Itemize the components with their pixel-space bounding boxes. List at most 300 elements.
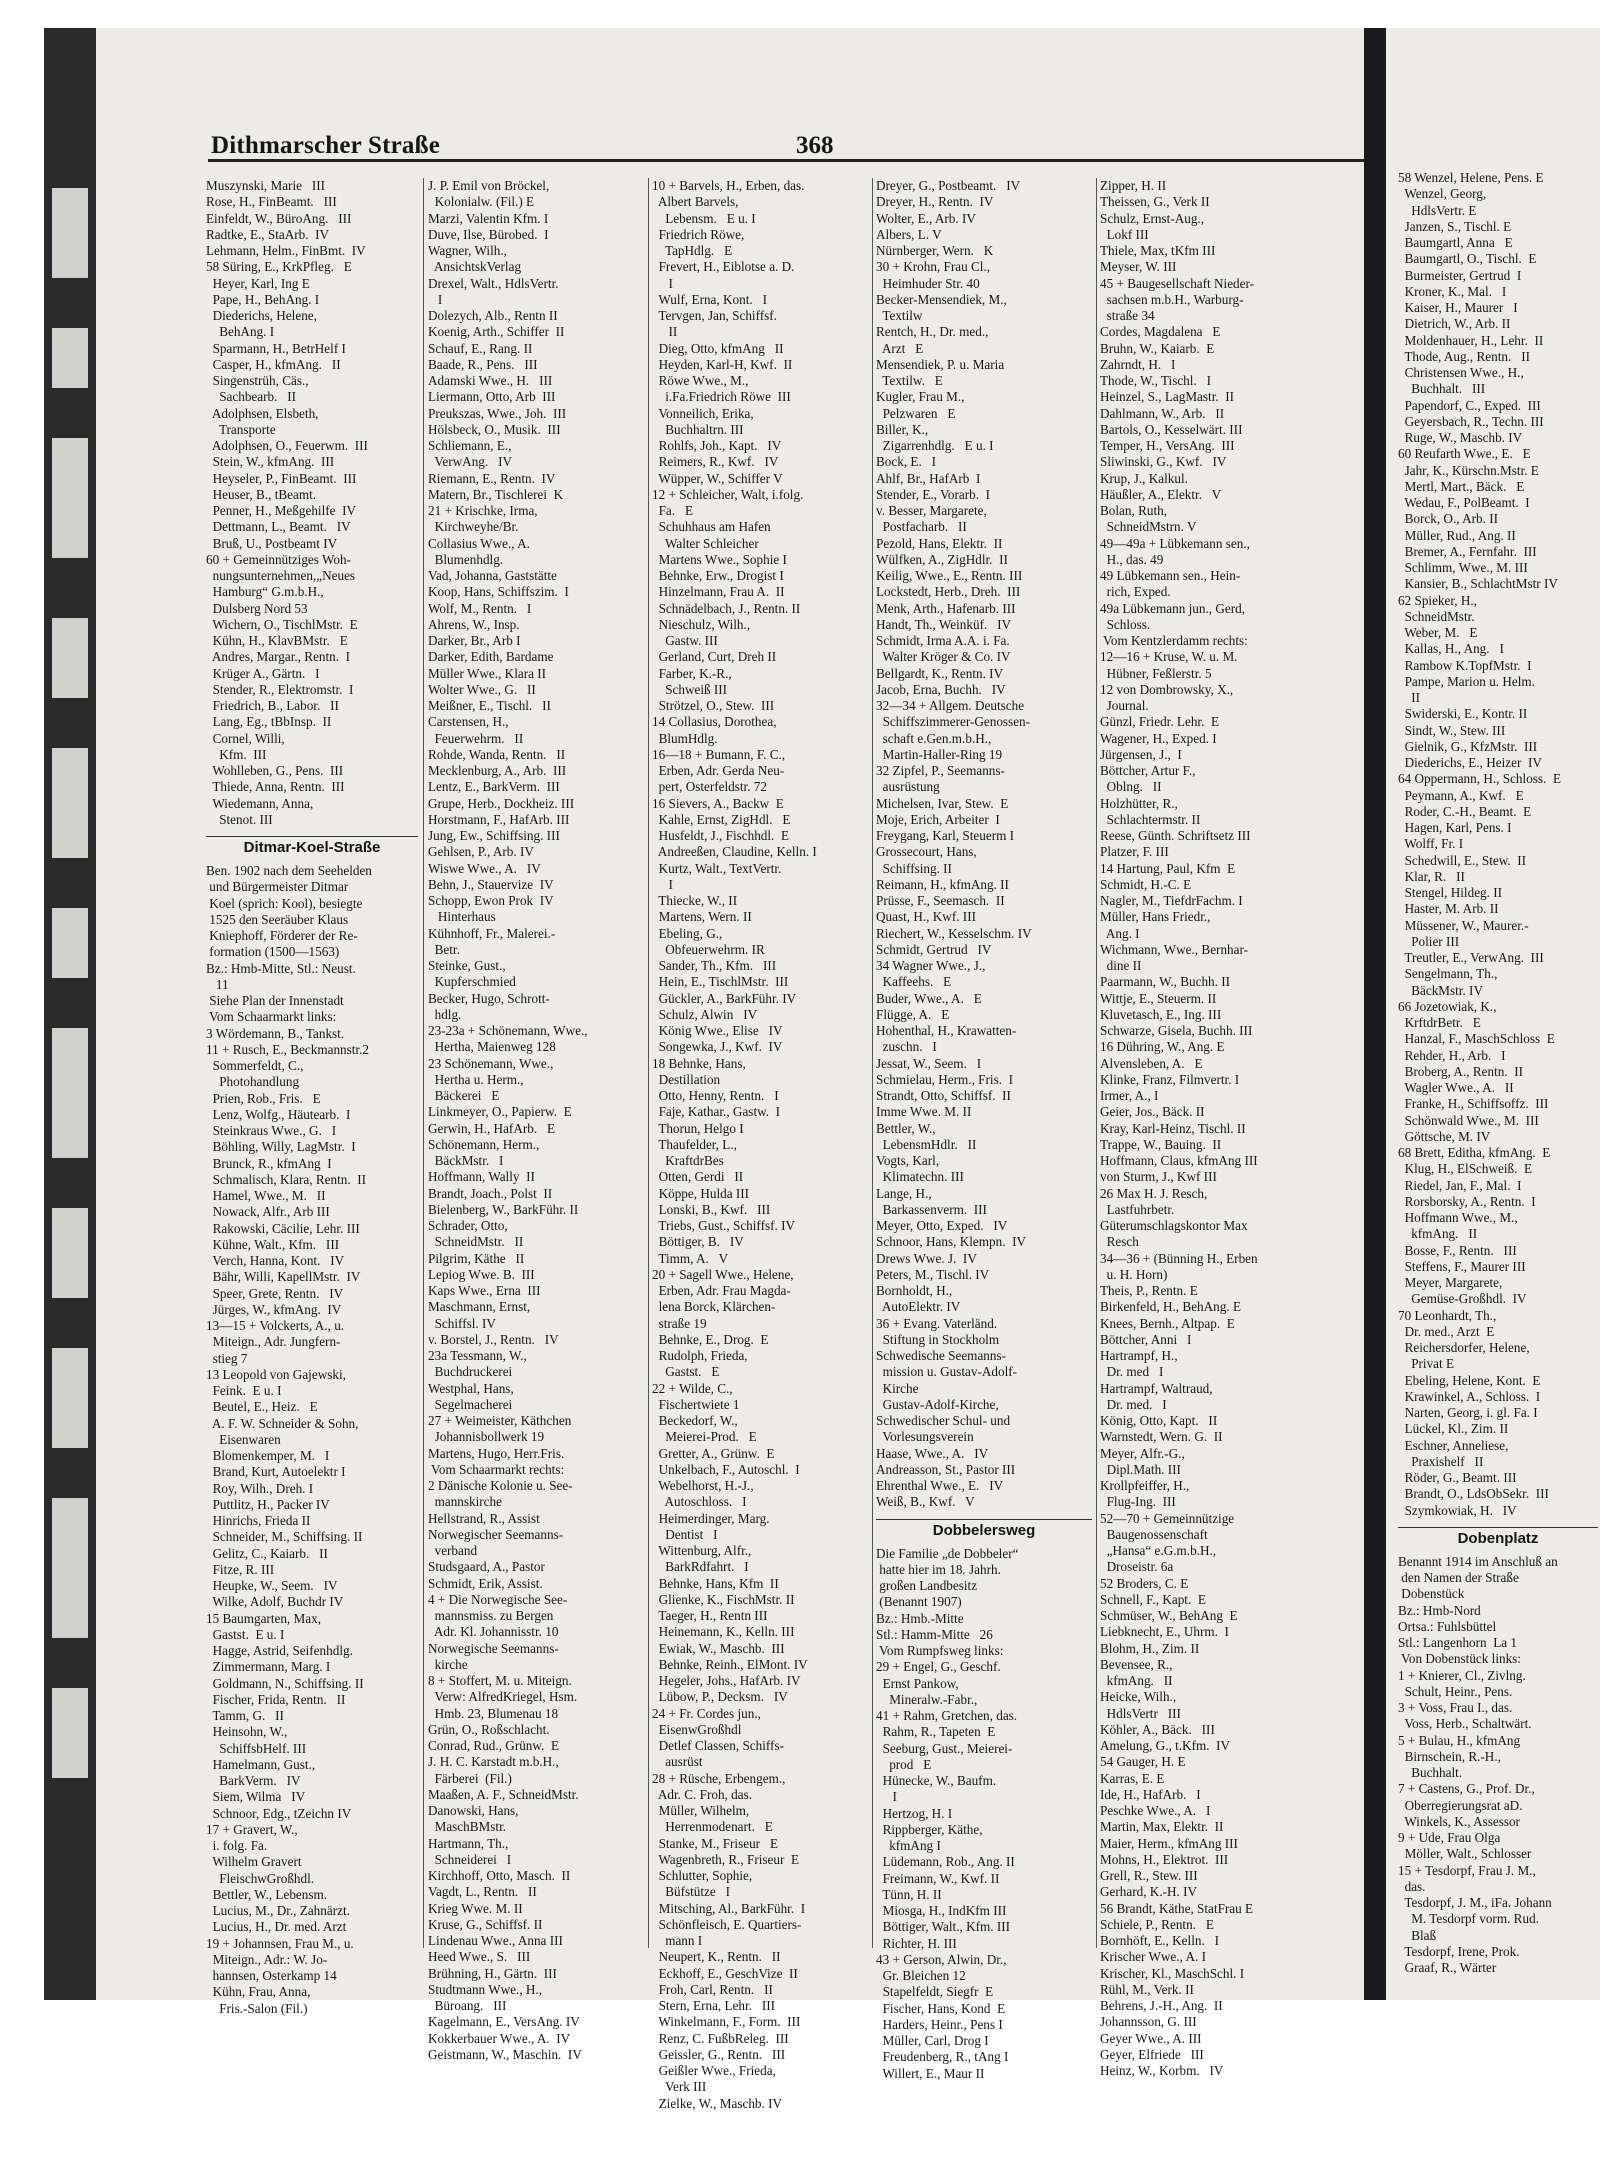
directory-entry-line: 12 von Dombrowsky, X., — [1100, 681, 1234, 697]
directory-entry-line: Albert Barvels, — [652, 194, 739, 210]
directory-entry-line: Temper, H., VersAng. III — [1100, 438, 1235, 453]
directory-entry-line: Rorsborsky, A., Rentn. I — [1398, 1193, 1536, 1209]
directory-entry-line: Heyer, Karl, Ing E — [206, 275, 310, 291]
directory-entry-line: Maaßen, A. F., SchneidMstr. — [428, 1786, 579, 1802]
directory-entry-line: Dreyer, G., Postbeamt. IV — [876, 178, 1021, 193]
directory-entry-line: Vogts, Karl, — [876, 1153, 940, 1168]
directory-entry-line: 49 Lübkemann sen., Hein- — [1100, 568, 1241, 583]
directory-entry-line: 70 Leonhardt, Th., — [1398, 1307, 1497, 1323]
directory-entry-line: Broberg, A., Rentn. II — [1398, 1063, 1524, 1079]
directory-entry-line: Flug-Ing. III — [1100, 1494, 1176, 1510]
directory-entry-line: Böttcher, Artur F., — [1100, 763, 1196, 778]
directory-entry-line: Ortsa.: Fuhlsbüttel — [1398, 1618, 1497, 1634]
book-gutter — [1364, 28, 1386, 2000]
directory-entry-line: Sliwinski, G., Kwf. IV — [1100, 454, 1227, 470]
directory-entry-line: Hinterhaus — [428, 909, 496, 925]
directory-entry-line: hatte hier im 18. Jahrh. — [876, 1561, 1001, 1577]
directory-entry-line: Moje, Erich, Arbeiter I — [876, 811, 1000, 827]
directory-entry-line: Schönfleisch, E. Quartiers- — [652, 1916, 802, 1932]
directory-entry-line: Wittje, E., Steuerm. II — [1100, 990, 1217, 1006]
directory-entry-line: Meyer, Alfr.-G., — [1100, 1445, 1185, 1461]
directory-entry-line: Muszynski, Marie III — [206, 178, 326, 193]
directory-entry-line: Zigarrenhdlg. E u. I — [876, 438, 994, 453]
directory-entry-line: Studsgaard, A., Pastor — [428, 1559, 545, 1575]
directory-entry-line: Husfeldt, J., Fischhdl. E — [652, 828, 790, 843]
directory-entry-line: Moldenhauer, H., Lehr. II — [1398, 332, 1544, 348]
column-divider — [872, 178, 873, 1948]
directory-entry-line: BehAng. I — [206, 324, 275, 340]
directory-entry-line: II — [1398, 690, 1420, 705]
directory-entry-line: Weber, M. E — [1398, 625, 1478, 640]
directory-entry-line: Müller, Rud., Ang. II — [1398, 527, 1516, 543]
directory-entry-line: Klar, R. II — [1398, 868, 1465, 884]
directory-entry-line: Vom Schaarmarkt rechts: — [428, 1461, 565, 1477]
directory-entry-line: Göttsche, M. IV — [1398, 1128, 1491, 1144]
previous-page-edge — [44, 148, 96, 1948]
directory-entry-line: Lehmann, Helm., FinBmt. IV — [206, 243, 366, 258]
directory-entry-line: Schmidt, Erik, Assist. — [428, 1575, 543, 1591]
directory-entry-line: Thiede, Anna, Rentn. III — [206, 779, 345, 795]
directory-entry-line: Cornel, Willi, — [206, 730, 285, 746]
directory-entry-line: Liebknecht, E., Uhrm. I — [1100, 1624, 1229, 1640]
directory-entry-line: Büroang. III — [428, 1998, 507, 2013]
directory-entry-line: Haster, M. Arb. II — [1398, 901, 1499, 917]
directory-entry-line: Dahlmann, W., Arb. II — [1100, 405, 1225, 421]
directory-entry-line: Behnke, Erw., Drogist I — [652, 568, 784, 583]
directory-entry-line: Singenstrüh, Cäs., — [206, 373, 309, 388]
directory-entry-line: 1 + Knierer, Cl., Zivlng. — [1398, 1667, 1526, 1683]
directory-entry-line: 27 + Weimeister, Käthchen — [428, 1413, 572, 1428]
directory-entry-line: Feink. E u. I — [206, 1383, 282, 1398]
directory-entry-line: Hamelmann, Gust., — [206, 1756, 316, 1772]
directory-entry-line: Koel (sprich: Kool), besiegte — [206, 895, 363, 911]
directory-entry-line: Lange, H., — [876, 1185, 932, 1201]
directory-entry-line: 1525 den Seeräuber Klaus — [206, 911, 349, 927]
directory-entry-line: Hübner, Feßlerstr. 5 — [1100, 665, 1212, 681]
directory-entry-line: I — [652, 275, 673, 291]
directory-entry-line: Thiecke, W., II — [652, 893, 738, 908]
directory-entry-line: Duve, Ilse, Bürobed. I — [428, 226, 549, 242]
directory-entry-line: HdlsVertr III — [1100, 1705, 1181, 1721]
directory-entry-line: SchneidMstr. II — [428, 1234, 524, 1250]
directory-entry-line: 62 Spieker, H., — [1398, 592, 1477, 608]
directory-entry-line: Färberei (Fil.) — [428, 1770, 512, 1786]
directory-entry-line: Arzt E — [876, 340, 924, 356]
directory-entry-line: Kagelmann, E., VersAng. IV — [428, 2014, 580, 2030]
directory-entry-line: Wagener, H., Exped. I — [1100, 730, 1217, 746]
directory-entry-line: Behnke, Hans, Kfm II — [652, 1575, 779, 1591]
directory-entry-line: Christensen Wwe., H., — [1398, 365, 1524, 380]
directory-entry-line: Weiß, B., Kwf. V — [876, 1494, 975, 1510]
directory-entry-line: Keilig, Wwe., E., Rentn. III — [876, 568, 1023, 583]
directory-entry-line: Fischer, Frida, Rentn. II — [206, 1691, 346, 1707]
directory-entry-line: Stern, Erna, Lehr. III — [652, 1998, 776, 2013]
directory-entry-line: kfmAng I — [876, 1838, 941, 1853]
directory-entry-line: Taeger, H., Rentn III — [652, 1608, 768, 1623]
directory-entry-line: Lonski, B., Kwf. III — [652, 1201, 771, 1217]
directory-entry-line: Mineralw.-Fabr., — [876, 1691, 978, 1707]
directory-entry-line: Burmeister, Gertrud I — [1398, 267, 1522, 283]
directory-entry-line: Herrenmodenart. E — [652, 1819, 773, 1835]
directory-entry-line: Dr. med., Arzt E — [1398, 1323, 1495, 1339]
directory-entry-line: Vad, Johanna, Gaststätte — [428, 568, 557, 583]
directory-entry-line: Beutel, E., Heiz. E — [206, 1399, 318, 1415]
directory-entry-line: Böhling, Willy, LagMstr. I — [206, 1139, 356, 1155]
directory-entry-line: Andreeßen, Claudine, Kelln. I — [652, 844, 817, 860]
directory-entry-line: Drexel, Walt., HdlsVertr. — [428, 275, 559, 291]
directory-entry-line: Willert, E., Maur II — [876, 2065, 985, 2081]
directory-entry-line: Timm, A. V — [652, 1250, 728, 1266]
directory-entry-line: Wagner, Wilh., — [428, 243, 507, 258]
directory-entry-line: Reimann, H., kfmAng. II — [876, 876, 1009, 892]
directory-entry-line: 32—34 + Allgem. Deutsche — [876, 698, 1025, 713]
directory-entry-line: Fitze, R. III — [206, 1561, 275, 1577]
directory-entry-line: Alvensleben, A. E — [1100, 1055, 1203, 1071]
directory-entry-line: Freimann, W., Kwf. II — [876, 1870, 1000, 1886]
directory-entry-line: Böttiger, Walt., Kfm. III — [876, 1919, 1011, 1935]
directory-entry-line: Dulsberg Nord 53 — [206, 600, 308, 616]
directory-entry-line: Krollpfeiffer, H., — [1100, 1478, 1190, 1493]
directory-entry-line: Bettler, W., Lebensm. — [206, 1886, 328, 1902]
directory-entry-line: 20 + Sagell Wwe., Helene, — [652, 1266, 794, 1282]
directory-entry-line: Martens, Wern. II — [652, 909, 752, 925]
directory-entry-line: Kühnhoff, Fr., Malerei.- — [428, 925, 556, 941]
directory-entry-line: Baumgartl, Anna E — [1398, 235, 1513, 250]
directory-entry-line: Ahrens, W., Insp. — [428, 616, 520, 632]
directory-entry-line: Graaf, R., Wärter — [1398, 1960, 1497, 1975]
directory-entry-line: Schönemann, Herm., — [428, 1136, 540, 1152]
directory-entry-line: Sander, Th., Kfm. III — [652, 958, 777, 973]
directory-entry-line: Autoschloss. I — [652, 1494, 747, 1510]
directory-entry-line: Kaiser, H., Maurer I — [1398, 300, 1518, 315]
directory-entry-line: EisenwGroßhdl — [652, 1721, 742, 1737]
directory-entry-line: Ernst Pankow, — [876, 1675, 959, 1691]
directory-entry-line: Sommerfeldt, C., — [206, 1058, 304, 1073]
directory-entry-line: 2 Dänische Kolonie u. See- — [428, 1478, 573, 1493]
directory-entry-line: 15 + Tesdorpf, Frau J. M., — [1398, 1862, 1536, 1878]
directory-entry-line: Buchhalt. — [1398, 1765, 1463, 1780]
directory-entry-line: Becker, Hugo, Schrott- — [428, 990, 550, 1006]
directory-entry-line: i.Fa.Friedrich Röwe III — [652, 389, 791, 405]
directory-entry-line: Amelung, G., t.Kfm. IV — [1100, 1738, 1231, 1753]
directory-entry-line: Kallas, H., Ang. I — [1398, 641, 1504, 657]
directory-entry-line: Blomenkemper, M. I — [206, 1448, 330, 1463]
directory-entry-line: Riechert, W., Kesselschm. IV — [876, 925, 1032, 941]
directory-entry-line: Zahrndt, H. I — [1100, 356, 1176, 372]
directory-entry-line: den Namen der Straße — [1398, 1570, 1519, 1585]
directory-entry-line: Friedrich Röwe, — [652, 226, 745, 242]
directory-entry-line: Birkenfeld, H., BehAng. E — [1100, 1299, 1242, 1315]
directory-entry-line: Brunck, R., kfmAng I — [206, 1155, 332, 1171]
directory-entry-line: Barkassenverm. III — [876, 1201, 987, 1217]
directory-entry-line: Kühn, H., KlavBMstr. E — [206, 633, 348, 648]
directory-entry-line: Winkelmann, F., Form. III — [652, 2014, 801, 2030]
directory-entry-line: Köhler, A., Bäck. III — [1100, 1721, 1215, 1737]
directory-entry-line: 8 + Stoffert, M. u. Miteign. — [428, 1673, 572, 1688]
directory-entry-line: Cordes, Magdalena E — [1100, 324, 1221, 340]
directory-entry-line: Prien, Rob., Fris. E — [206, 1090, 321, 1106]
directory-entry-line: Lucius, M., Dr., Zahnärzt. — [206, 1903, 350, 1918]
directory-entry-line: Freudenberg, R., tAng I — [876, 2049, 1009, 2065]
directory-entry-line: Speer, Grete, Rentn. IV — [206, 1285, 344, 1301]
directory-entry-line: Böttiger, B. IV — [652, 1234, 744, 1250]
directory-entry-line: Strandt, Otto, Schiffsf. II — [876, 1088, 1011, 1103]
directory-entry-line: Brandt, Joach., Polst II — [428, 1185, 553, 1201]
directory-entry-line: Wiswe Wwe., A. IV — [428, 860, 541, 876]
directory-entry-line: Danowski, Hans, — [428, 1803, 519, 1818]
directory-entry-line: Büfstütze I — [652, 1884, 731, 1900]
directory-entry-line: Liermann, Otto, Arb III — [428, 389, 556, 405]
directory-entry-line: Lübow, P., Decksm. IV — [652, 1689, 788, 1705]
directory-entry-line: kirche — [428, 1656, 468, 1672]
directory-entry-line: Siem, Wilma IV — [206, 1789, 306, 1805]
directory-entry-line: Meyer, Margarete, — [1398, 1275, 1503, 1290]
directory-entry-line: Lentz, E., BarkVerm. III — [428, 779, 560, 795]
directory-entry-line: Martin, Max, Elektr. II — [1100, 1819, 1224, 1835]
directory-entry-line: Stengel, Hildeg. II — [1398, 885, 1503, 900]
directory-entry-line: 7 + Castens, G., Prof. Dr., — [1398, 1781, 1535, 1797]
directory-entry-line: II — [652, 324, 678, 340]
directory-entry-line: 11 — [206, 976, 229, 992]
street-section-heading: Dobbelersweg — [876, 1519, 1092, 1542]
directory-entry-line: Rose, H., FinBeamt. III — [206, 194, 337, 210]
directory-entry-line: Tesdorpf, J. M., iFa. Johann — [1398, 1895, 1552, 1910]
directory-entry-line: Roy, Wilh., Dreh. I — [206, 1480, 314, 1496]
directory-entry-line: Nieschulz, Wilh., — [652, 616, 751, 632]
directory-entry-line: 9 + Ude, Frau Olga — [1398, 1830, 1501, 1845]
directory-entry-line: Narten, Georg, i. gl. Fa. I — [1398, 1405, 1538, 1420]
directory-entry-line: Geissler, G., Rentn. III — [652, 2046, 786, 2062]
directory-entry-line: Koenig, Arth., Schiffer II — [428, 324, 565, 340]
directory-entry-line: Möller, Walt., Schlosser — [1398, 1846, 1532, 1862]
directory-entry-line: Renz, C. FußbReleg. III — [652, 2030, 789, 2046]
directory-entry-line: Geißler Wwe., Frieda, — [652, 2063, 776, 2078]
directory-entry-line: Schnoor, Edg., tZeichn IV — [206, 1805, 352, 1821]
directory-entry-line: 16 Dühring, W., Ang. E — [1100, 1039, 1225, 1055]
directory-entry-line: Schulz, Alwin IV — [652, 1006, 758, 1022]
directory-entry-line: Bähr, Willi, KapellMstr. IV — [206, 1269, 361, 1285]
directory-entry-line: Verch, Hanna, Kont. IV — [206, 1253, 345, 1268]
directory-entry-line: Mohns, H., Elektrot. III — [1100, 1851, 1229, 1867]
directory-entry-line: 11 + Rusch, E., Beckmannstr.2 — [206, 1041, 369, 1057]
directory-entry-line: Richter, H. III — [876, 1935, 957, 1951]
directory-entry-line: 28 + Rüsche, Erbengem., — [652, 1770, 786, 1786]
directory-entry-line: kfmAng. II — [1100, 1673, 1173, 1688]
directory-entry-line: Karras, E. E — [1100, 1770, 1165, 1786]
directory-entry-line: 29 + Engel, G., Geschf. — [876, 1659, 1001, 1675]
directory-entry-line: 18 Behnke, Hans, — [652, 1055, 746, 1071]
directory-entry-line: Gelitz, C., Kaiarb. II — [206, 1545, 328, 1561]
directory-entry-line: Dreyer, H., Rentn. IV — [876, 194, 994, 210]
directory-entry-line: Goldmann, N., Schiffsing. II — [206, 1675, 364, 1691]
directory-entry-line: Mensendiek, P. u. Maria — [876, 356, 1005, 372]
directory-entry-line: mannskirche — [428, 1494, 502, 1510]
directory-entry-line: Darker, Br., Arb I — [428, 633, 521, 648]
directory-entry-line: 43 + Gerson, Alwin, Dr., — [876, 1951, 1007, 1967]
directory-entry-line: Geyer Wwe., A. III — [1100, 2030, 1202, 2046]
directory-entry-line: Tesdorpf, Irene, Prok. — [1398, 1943, 1520, 1959]
directory-entry-line: „Hansa“ e.G.m.b.H., — [1100, 1543, 1217, 1558]
directory-entry-line: Norwegische Seemanns- — [428, 1640, 559, 1656]
directory-entry-line: Kansier, B., SchlachtMstr IV — [1398, 576, 1558, 592]
directory-entry-line: Biller, K., — [876, 421, 929, 437]
directory-entry-line: VerwAng. IV — [428, 454, 512, 470]
directory-entry-line: Behnke, E., Drog. E — [652, 1331, 769, 1347]
directory-entry-line: Krüger A., Gärtn. I — [206, 665, 320, 681]
directory-entry-line: M. Tesdorpf vorm. Rud. — [1398, 1911, 1539, 1927]
directory-entry-line: Bosse, F., Rentn. III — [1398, 1242, 1517, 1258]
directory-entry-line: mannsmiss. zu Bergen — [428, 1608, 554, 1623]
scan-area — [44, 28, 1600, 2111]
directory-entry-line: Klinke, Franz, Filmvertr. I — [1100, 1071, 1240, 1087]
facing-page-column — [1398, 170, 1598, 1976]
directory-entry-line: I — [428, 291, 443, 307]
directory-entry-line: Darker, Edith, Bardame — [428, 649, 554, 665]
directory-entry-line: Rohde, Wanda, Rentn. II — [428, 746, 566, 762]
directory-entry-line: Krup, J., Kalkul. — [1100, 470, 1188, 486]
directory-entry-line: Stein, W., kfmAng. III — [206, 454, 335, 470]
directory-entry-line: Schuhhaus am Hafen — [652, 519, 771, 535]
directory-entry-line: Vagdt, L., Rentn. II — [428, 1884, 537, 1900]
directory-entry-line: Schmüser, W., BehAng E — [1100, 1608, 1238, 1623]
directory-entry-line: Blohm, H., Zim. II — [1100, 1640, 1200, 1656]
directory-entry-line: Heyden, Karl-H, Kwf. II — [652, 356, 793, 372]
directory-entry-line: Bäckerei E — [428, 1088, 500, 1103]
directory-entry-line: Linkmeyer, O., Papierw. E — [428, 1104, 572, 1120]
directory-entry-line: 56 Brandt, Käthe, StatFrau E — [1100, 1900, 1254, 1916]
directory-entry-line: Bornhöft, E., Kelln. I — [1100, 1933, 1220, 1948]
directory-entry-line: Wüpper, W., Schiffer V — [652, 470, 783, 486]
directory-entry-line: Kirchhoff, Otto, Masch. II — [428, 1868, 571, 1883]
directory-entry-line: Müller, Carl, Drog I — [876, 2033, 989, 2048]
directory-entry-line: Schwedische Seemanns- — [876, 1348, 1007, 1363]
directory-entry-line: Polier III — [1398, 933, 1460, 949]
directory-entry-line: Kluvetasch, E., Ing. III — [1100, 1006, 1222, 1022]
directory-entry-line: Schiffsing. II — [876, 860, 952, 876]
header-rule — [208, 159, 1364, 162]
directory-entry-line: Thiele, Max, tKfm III — [1100, 243, 1216, 258]
directory-entry-line: 32 Zipfel, P., Seemanns- — [876, 763, 1005, 778]
directory-entry-line: Puttlitz, H., Packer IV — [206, 1496, 330, 1512]
directory-entry-line: Matern, Br., Tischlerei K — [428, 486, 564, 502]
directory-entry-line: Theissen, G., Verk II — [1100, 194, 1210, 210]
directory-entry-line: Transporte — [206, 421, 276, 437]
directory-entry-line: Kirche — [876, 1380, 919, 1396]
directory-entry-line: Peymann, A., Kwf. E — [1398, 787, 1524, 803]
directory-entry-line: Reese, Günth. Schriftsetz III — [1100, 828, 1251, 843]
directory-entry-line: Behn, J., Stauervize IV — [428, 876, 554, 892]
directory-entry-line: Gielnik, G., KfzMstr. III — [1398, 738, 1538, 754]
directory-entry-line: Erben, Adr. Gerda Neu- — [652, 763, 785, 778]
directory-entry-line: Knees, Bernh., Altpap. E — [1100, 1315, 1235, 1331]
directory-entry-line: Heupke, W., Seem. IV — [206, 1578, 338, 1593]
directory-entry-line: Collasius Wwe., A. — [428, 535, 530, 551]
directory-entry-line: Wittenburg, Alfr., — [652, 1543, 752, 1558]
directory-entry-line: Heinsohn, W., — [206, 1724, 288, 1740]
directory-entry-line: 60 + Gemeinnütziges Woh- — [206, 551, 351, 567]
directory-entry-line: Schnoor, Hans, Klempn. IV — [876, 1234, 1027, 1250]
directory-entry-line: Schlimm, Wwe., M. III — [1398, 560, 1528, 575]
directory-entry-line: Meierei-Prod. E — [652, 1429, 757, 1445]
directory-entry-line: Voss, Herb., Schaltwärt. — [1398, 1716, 1532, 1732]
directory-entry-line: Dentist I — [652, 1526, 718, 1542]
directory-entry-line: Wulf, Erna, Kont. I — [652, 291, 767, 307]
directory-entry-line: Photohandlung — [206, 1074, 300, 1090]
directory-entry-line: Haase, Wwe., A. IV — [876, 1445, 989, 1461]
directory-entry-line: Adr. C. Froh, das. — [652, 1786, 753, 1802]
directory-entry-line: Faje, Kathar., Gastw. I — [652, 1104, 781, 1120]
directory-entry-line: Schiffsl. IV — [428, 1315, 496, 1331]
directory-entry-line: Baade, R., Pens. III — [428, 356, 538, 372]
directory-entry-line: u. H. Horn) — [1100, 1266, 1168, 1282]
directory-entry-line: Hellstrand, R., Assist — [428, 1510, 540, 1526]
directory-entry-line: Wolter Wwe., G. II — [428, 681, 536, 697]
directory-entry-line: I — [876, 1789, 897, 1805]
directory-entry-line: straße 34 — [1100, 308, 1155, 323]
directory-entry-line: Gr. Bleichen 12 — [876, 1968, 966, 1983]
directory-entry-line: Hmb. 23, Blumenau 18 — [428, 1705, 559, 1721]
directory-entry-line: Geier, Jos., Bäck. II — [1100, 1104, 1205, 1120]
directory-page — [96, 28, 1364, 2111]
directory-entry-line: BarkVerm. IV — [206, 1773, 301, 1788]
directory-entry-line: Hünecke, W., Baufm. — [876, 1773, 997, 1788]
directory-entry-line: Wülfken, A., ZigHdlr. II — [876, 551, 1008, 567]
directory-entry-line: Hein, E., TischlMstr. III — [652, 974, 789, 990]
directory-entry-line: Bruß, U., Postbeamt IV — [206, 535, 338, 551]
directory-entry-line: Feuerwehrm. II — [428, 730, 524, 746]
directory-entry-line: Heicke, Wilh., — [1100, 1689, 1177, 1705]
directory-entry-line: Flügge, A. E — [876, 1006, 950, 1022]
directory-entry-line: Hohenthal, H., Krawatten- — [876, 1023, 1017, 1038]
directory-entry-line: Grell, R., Stew. III — [1100, 1868, 1198, 1883]
directory-entry-line: 12 + Schleicher, Walt, i.folg. — [652, 486, 804, 502]
directory-entry-line: ausrüstung — [876, 779, 940, 795]
directory-entry-line: Marzi, Valentin Kfm. I — [428, 210, 549, 226]
directory-entry-line: Bellgardt, K., Rentn. IV — [876, 665, 1004, 681]
directory-entry-line: Norwegischer Seemanns- — [428, 1526, 564, 1542]
directory-entry-line: Prüsse, F., Seemasch. II — [876, 893, 1005, 908]
directory-entry-line: Peters, M., Tischl. IV — [876, 1266, 990, 1282]
directory-entry-line: Röder, G., Beamt. III — [1398, 1470, 1517, 1485]
directory-entry-line: Stl.: Hamm-Mitte 26 — [876, 1626, 993, 1642]
directory-entry-line: Ebeling, Helene, Kont. E — [1398, 1372, 1541, 1388]
directory-entry-line: Andreasson, St., Pastor III — [876, 1461, 1016, 1477]
directory-entry-line: Roder, C.-H., Beamt. E — [1398, 803, 1532, 819]
directory-entry-line: Unkelbach, F., Autoschl. I — [652, 1461, 800, 1477]
directory-entry-line: 24 + Fr. Cordes jun., — [652, 1705, 761, 1721]
directory-entry-line: Ahlf, Br., HafArb I — [876, 470, 981, 486]
directory-entry-line: Jahr, K., Kürschn.Mstr. E — [1398, 462, 1539, 478]
directory-entry-line: Detlef Classen, Schiffs- — [652, 1738, 784, 1753]
directory-entry-line: 14 Collasius, Dorothea, — [652, 714, 777, 730]
column-1 — [206, 178, 418, 2017]
directory-entry-line: 19 + Johannsen, Frau M., u. — [206, 1935, 354, 1951]
directory-entry-line: Preukszas, Wwe., Joh. III — [428, 405, 567, 421]
directory-entry-line: 34 Wagner Wwe., J., — [876, 958, 986, 973]
directory-entry-line: Peschke Wwe., A. I — [1100, 1803, 1211, 1818]
directory-entry-line: Siehe Plan der Innenstadt — [206, 993, 344, 1008]
directory-entry-line: HdlsVertr. E — [1398, 202, 1477, 218]
directory-entry-line: Irmer, A., I — [1100, 1088, 1159, 1103]
directory-entry-line: Meyer, Otto, Exped. IV — [876, 1218, 1008, 1233]
directory-entry-line: König, Otto, Kapt. II — [1100, 1413, 1218, 1428]
directory-entry-line: Gerhard, K.-H. IV — [1100, 1884, 1198, 1900]
directory-entry-line: Hartrampf, H., — [1100, 1348, 1178, 1363]
directory-entry-line: Mitsching, Al., BarkFühr. I — [652, 1900, 806, 1916]
directory-entry-line: Klimatechn. III — [876, 1169, 964, 1185]
directory-entry-line: Adamski Wwe., H. III — [428, 373, 553, 388]
directory-entry-line: Baugenossenschaft — [1100, 1526, 1208, 1542]
